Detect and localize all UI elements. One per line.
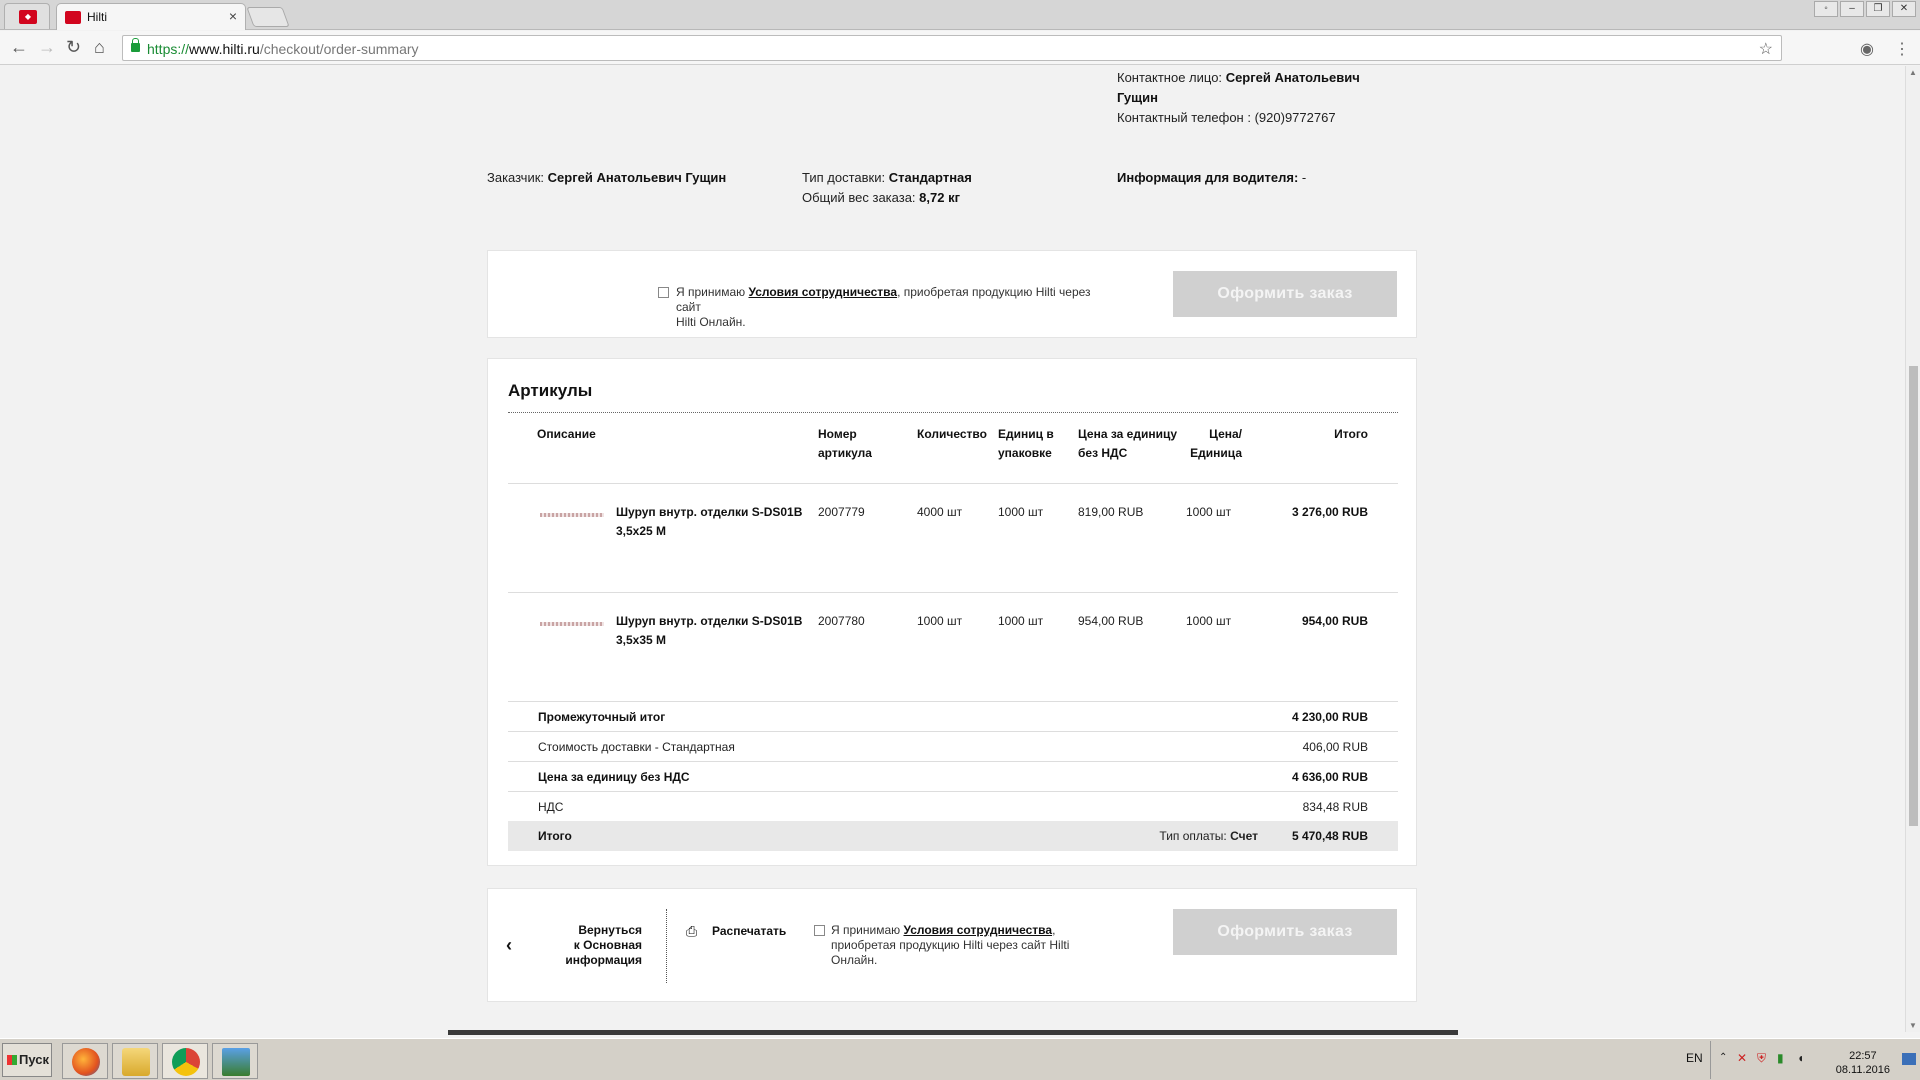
profile-icon[interactable]: ◦ xyxy=(1814,1,1838,17)
explorer-taskbar-button[interactable] xyxy=(112,1043,158,1079)
volume-icon[interactable]: ◖ xyxy=(1797,1051,1805,1065)
total-row xyxy=(508,821,1398,851)
print-link[interactable]: Распечатать xyxy=(712,924,787,938)
subtotal-label: Промежуточный итог xyxy=(538,710,666,724)
product-total: 3 276,00 RUB xyxy=(1291,505,1368,519)
tab-bar xyxy=(0,0,1920,30)
product-price-per: 1000 шт xyxy=(1186,614,1232,628)
row-divider xyxy=(508,592,1398,593)
image-viewer-icon xyxy=(222,1048,250,1076)
title-divider xyxy=(508,412,1398,413)
vat-value: 834,48 RUB xyxy=(1302,800,1368,814)
page-viewport xyxy=(0,66,1905,1032)
total-label: Итого xyxy=(538,829,572,843)
chrome-icon xyxy=(172,1048,200,1076)
col-article: Номер артикула xyxy=(818,427,872,460)
payment-type: Тип оплаты: Счет xyxy=(1159,829,1258,843)
product-unit-price: 954,00 RUB xyxy=(1078,614,1144,628)
bookmark-star-icon[interactable]: ☆ xyxy=(1758,41,1773,58)
items-title: Артикулы xyxy=(508,381,593,400)
product-article: 2007780 xyxy=(818,614,865,628)
product-thumbnail-icon[interactable] xyxy=(540,513,604,517)
hilti-favicon-icon xyxy=(65,11,81,24)
product-name[interactable]: Шуруп внутр. отделки S-DS01B 3,5x35 M xyxy=(616,614,803,647)
menu-icon[interactable]: ⋮ xyxy=(1894,41,1910,58)
url-text: https://www.hilti.ru/checkout/order-summary xyxy=(147,41,419,57)
items-card xyxy=(487,358,1417,866)
product-thumbnail-icon[interactable] xyxy=(540,622,604,626)
app-icon: ◆ xyxy=(19,10,37,24)
windows-flag-icon xyxy=(7,1055,17,1065)
horizontal-scrollbar[interactable] xyxy=(448,1030,1458,1035)
terms-text-bottom: Я принимаю Условия сотрудничества, приобретая продукцию Hilti через сайт Hilti Онлайн. xyxy=(831,923,1070,967)
product-unit-price: 819,00 RUB xyxy=(1078,505,1144,519)
back-icon[interactable]: ← xyxy=(10,37,28,57)
terms-checkbox-bottom[interactable] xyxy=(814,925,825,936)
terms-text-top: Я принимаю Условия сотрудничества, приобретая продукцию Hilti через сайт Hilti Онлайн. xyxy=(676,285,1091,329)
os-taskbar xyxy=(0,1038,1920,1080)
address-bar[interactable] xyxy=(122,35,1782,61)
net-price-label: Цена за единицу без НДС xyxy=(538,770,690,784)
image-viewer-taskbar-button[interactable] xyxy=(212,1043,258,1079)
delivery-type: Тип доставки: Стандартная xyxy=(802,170,972,185)
chrome-taskbar-button[interactable] xyxy=(162,1043,208,1079)
network-error-icon[interactable]: ✕ xyxy=(1737,1051,1748,1065)
product-quantity: 4000 шт xyxy=(917,505,963,519)
col-price-per: Цена/ Единица xyxy=(1190,427,1242,460)
place-order-button-top[interactable]: Оформить заказ xyxy=(1173,271,1397,317)
language-indicator[interactable]: EN xyxy=(1686,1051,1703,1065)
terms-link-top[interactable]: Условия сотрудничества xyxy=(748,285,898,299)
terms-link-bottom[interactable]: Условия сотрудничества xyxy=(903,923,1053,937)
reload-icon[interactable]: ↻ xyxy=(66,37,82,57)
restore-button[interactable]: ❐ xyxy=(1866,1,1890,17)
contact-phone: Контактный телефон : (920)9772767 xyxy=(1117,110,1336,125)
order-weight: Общий вес заказа: 8,72 кг xyxy=(802,190,961,205)
contact-person-line2: Гущин xyxy=(1117,90,1158,105)
col-pack: Единиц в упаковке xyxy=(998,427,1054,460)
new-tab-button[interactable] xyxy=(246,7,289,27)
product-quantity: 1000 шт xyxy=(917,614,963,628)
vat-row xyxy=(508,791,1398,821)
subtotal-row xyxy=(508,701,1398,731)
start-button[interactable]: Пуск xyxy=(2,1043,52,1077)
subtotal-value: 4 230,00 RUB xyxy=(1291,710,1368,724)
scroll-down-icon[interactable]: ▼ xyxy=(1909,1021,1917,1030)
lock-icon xyxy=(131,43,140,52)
scrollbar-thumb[interactable] xyxy=(1909,366,1918,826)
window-controls xyxy=(1814,1,1916,17)
browser-tab[interactable] xyxy=(56,3,246,30)
delivery-cost-row xyxy=(508,731,1398,761)
firefox-taskbar-button[interactable] xyxy=(62,1043,108,1079)
clock[interactable]: 22:57 08.11.2016 xyxy=(1835,1050,1890,1076)
vertical-scrollbar[interactable] xyxy=(1905,66,1920,1032)
tab-close-icon[interactable]: × xyxy=(228,8,237,24)
customer-info: Заказчик: Сергей Анатольевич Гущин xyxy=(487,170,727,185)
net-price-value: 4 636,00 RUB xyxy=(1291,770,1368,784)
printer-icon[interactable]: ⎙ xyxy=(686,923,698,939)
contact-person: Контактное лицо: Сергей Анатольевич xyxy=(1117,70,1360,85)
product-article: 2007779 xyxy=(818,505,865,519)
extension-globe-icon[interactable]: ◉ xyxy=(1860,41,1874,58)
header-divider xyxy=(508,483,1398,484)
minimize-button[interactable]: – xyxy=(1840,1,1864,17)
back-chevron-icon[interactable]: ‹ xyxy=(506,935,512,955)
product-price-per: 1000 шт xyxy=(1186,505,1232,519)
product-total: 954,00 RUB xyxy=(1301,614,1368,628)
system-tray xyxy=(1710,1041,1920,1079)
back-to-basic-info-link[interactable]: Вернуться к Основная информация xyxy=(565,923,642,967)
firefox-icon xyxy=(72,1048,100,1076)
app-tab[interactable] xyxy=(4,3,50,29)
vertical-divider xyxy=(666,909,667,983)
tab-title: Hilti xyxy=(87,10,107,24)
home-icon[interactable]: ⌂ xyxy=(94,37,105,57)
driver-info: Информация для водителя: - xyxy=(1117,170,1307,185)
total-value: 5 470,48 RUB xyxy=(1291,829,1368,843)
product-pack: 1000 шт xyxy=(998,505,1044,519)
product-name[interactable]: Шуруп внутр. отделки S-DS01B 3,5x25 M xyxy=(616,505,803,538)
place-order-button-bottom[interactable]: Оформить заказ xyxy=(1173,909,1397,955)
forward-icon[interactable]: → xyxy=(38,37,56,57)
terms-checkbox-top[interactable] xyxy=(658,287,669,298)
col-description: Описание xyxy=(537,427,596,441)
scroll-up-icon[interactable]: ▲ xyxy=(1909,68,1917,77)
vat-label: НДС xyxy=(538,800,564,814)
col-quantity: Количество xyxy=(917,427,987,441)
signal-icon[interactable]: ▮ xyxy=(1777,1051,1784,1065)
terms-card-top xyxy=(487,250,1417,338)
show-desktop-icon[interactable] xyxy=(1902,1053,1916,1065)
net-price-row xyxy=(508,761,1398,791)
col-unit-price: Цена за единицу без НДС xyxy=(1078,427,1177,460)
browser-toolbar xyxy=(0,31,1920,65)
folder-icon xyxy=(122,1048,150,1076)
col-total: Итого xyxy=(1334,427,1368,441)
tray-expand-icon[interactable]: ⌃ xyxy=(1719,1052,1728,1063)
product-pack: 1000 шт xyxy=(998,614,1044,628)
close-window-button[interactable]: ✕ xyxy=(1892,1,1916,17)
actions-card xyxy=(487,888,1417,1002)
delivery-cost-label: Стоимость доставки - Стандартная xyxy=(538,740,735,754)
security-icon[interactable]: ⛨ xyxy=(1757,1051,1767,1065)
delivery-cost-value: 406,00 RUB xyxy=(1302,740,1368,754)
